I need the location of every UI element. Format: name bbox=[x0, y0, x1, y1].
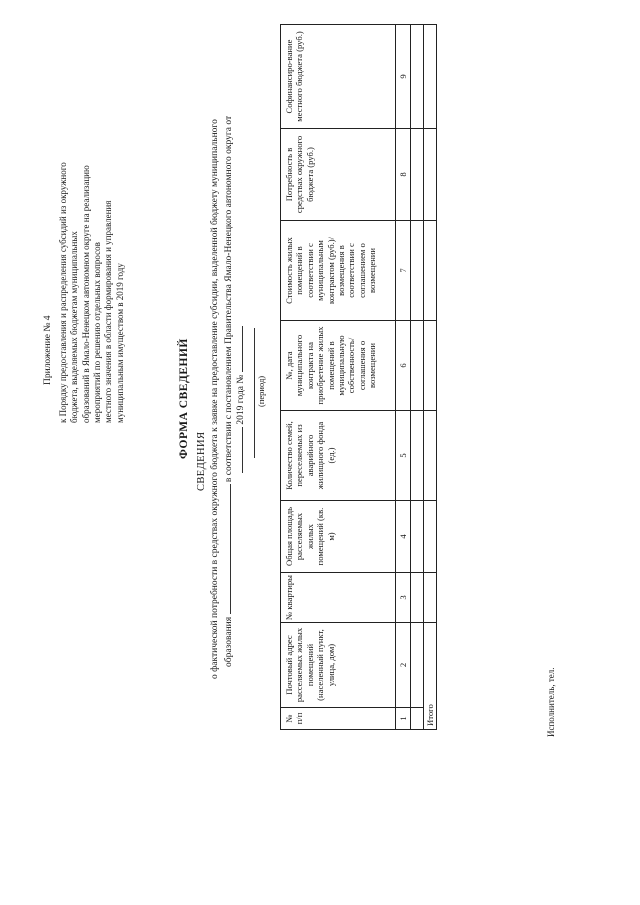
date-blank bbox=[233, 427, 243, 473]
table-cell bbox=[411, 623, 424, 708]
table-cell bbox=[424, 573, 437, 623]
data-table bbox=[280, 24, 437, 730]
table-cell bbox=[411, 411, 424, 501]
col-header-need: Потребность в средствах окружного бюджета (руб.) bbox=[281, 129, 396, 221]
intro-decree-text: в соответствии с постановлением Правительства Ямало-Ненецкого автономного округа от bbox=[224, 115, 234, 483]
table-cell bbox=[424, 501, 437, 573]
col-header-contract: №, дата муниципального контракта на приобретение жилых помещений в муниципальную собственность/ соглашения о возмещении bbox=[281, 321, 396, 411]
appendix-line: мероприятий по решению отдельных вопросов bbox=[92, 242, 102, 423]
appendix-line: к Порядку предоставления и распределения субсидий из окружного bbox=[58, 162, 68, 423]
column-number: 4 bbox=[396, 501, 411, 573]
col-header-families: Количество семей, переселяемых из аварийного жилищного фонда (ед.) bbox=[281, 411, 396, 501]
empty-data-row bbox=[411, 25, 424, 730]
table-cell bbox=[411, 129, 424, 221]
table-cell bbox=[424, 411, 437, 501]
column-number: 2 bbox=[396, 623, 411, 708]
total-label: Итого bbox=[424, 623, 437, 730]
col-header-number: № п/п bbox=[281, 708, 396, 730]
municipality-blank bbox=[221, 485, 231, 615]
table-cell bbox=[411, 221, 424, 321]
column-number: 9 bbox=[396, 25, 411, 129]
column-number: 7 bbox=[396, 221, 411, 321]
column-number: 8 bbox=[396, 129, 411, 221]
table-cell bbox=[424, 129, 437, 221]
table-cell bbox=[411, 321, 424, 411]
intro-year-text: 2019 года № bbox=[236, 374, 246, 425]
table-cell bbox=[411, 573, 424, 623]
table-header-row bbox=[281, 25, 396, 730]
table-cell bbox=[424, 25, 437, 129]
intro-line-1: о фактической потребности в средствах окружного бюджета к заявке на предоставление субсидии, выделенной бюджету муниципального bbox=[210, 119, 220, 679]
period-label: (период) bbox=[256, 375, 266, 407]
appendix-title: Приложение № 4 bbox=[43, 315, 53, 385]
column-number: 1 bbox=[396, 708, 411, 730]
table-cell bbox=[411, 708, 424, 730]
appendix-line: образований в Ямало-Ненецком автономном округе на реализацию bbox=[81, 165, 91, 423]
column-number: 3 bbox=[396, 573, 411, 623]
col-header-cofinancing: Софинансиро-вание местного бюджета (руб.) bbox=[281, 25, 396, 129]
intro-line-3 bbox=[233, 326, 247, 473]
table-cell bbox=[411, 25, 424, 129]
col-header-apartment: № квартиры bbox=[281, 573, 396, 623]
appendix-line: бюджета, выделяемых бюджетам муниципальных bbox=[69, 231, 79, 423]
svedeniya-heading: СВЕДЕНИЯ bbox=[196, 431, 207, 491]
total-row bbox=[424, 25, 437, 730]
table-cell bbox=[424, 221, 437, 321]
col-header-area: Общая площадь расселяемых жилых помещений (кв. м) bbox=[281, 501, 396, 573]
executor-line: Исполнитель, тел. bbox=[546, 667, 556, 737]
form-title: ФОРМА СВЕДЕНИЙ bbox=[178, 338, 190, 459]
column-number-row bbox=[396, 25, 411, 730]
table-cell bbox=[411, 501, 424, 573]
intro-municipality-label: образования bbox=[224, 616, 234, 667]
col-header-cost: Стоимость жилых помещений в соответствии с муниципальным контрактом (руб.)/ возмещения в соответствии с соглашением о возмещении bbox=[281, 221, 396, 321]
col-header-address: Почтовый адрес расселяемых жилых помещений (населенный пункт, улица, дом) bbox=[281, 623, 396, 708]
appendix-line: местного значения в области формирования и управления bbox=[103, 200, 113, 423]
number-blank bbox=[233, 326, 243, 372]
appendix-line: муниципальным имуществом в 2019 году bbox=[115, 263, 125, 423]
table-cell bbox=[424, 321, 437, 411]
column-number: 5 bbox=[396, 411, 411, 501]
column-number: 6 bbox=[396, 321, 411, 411]
